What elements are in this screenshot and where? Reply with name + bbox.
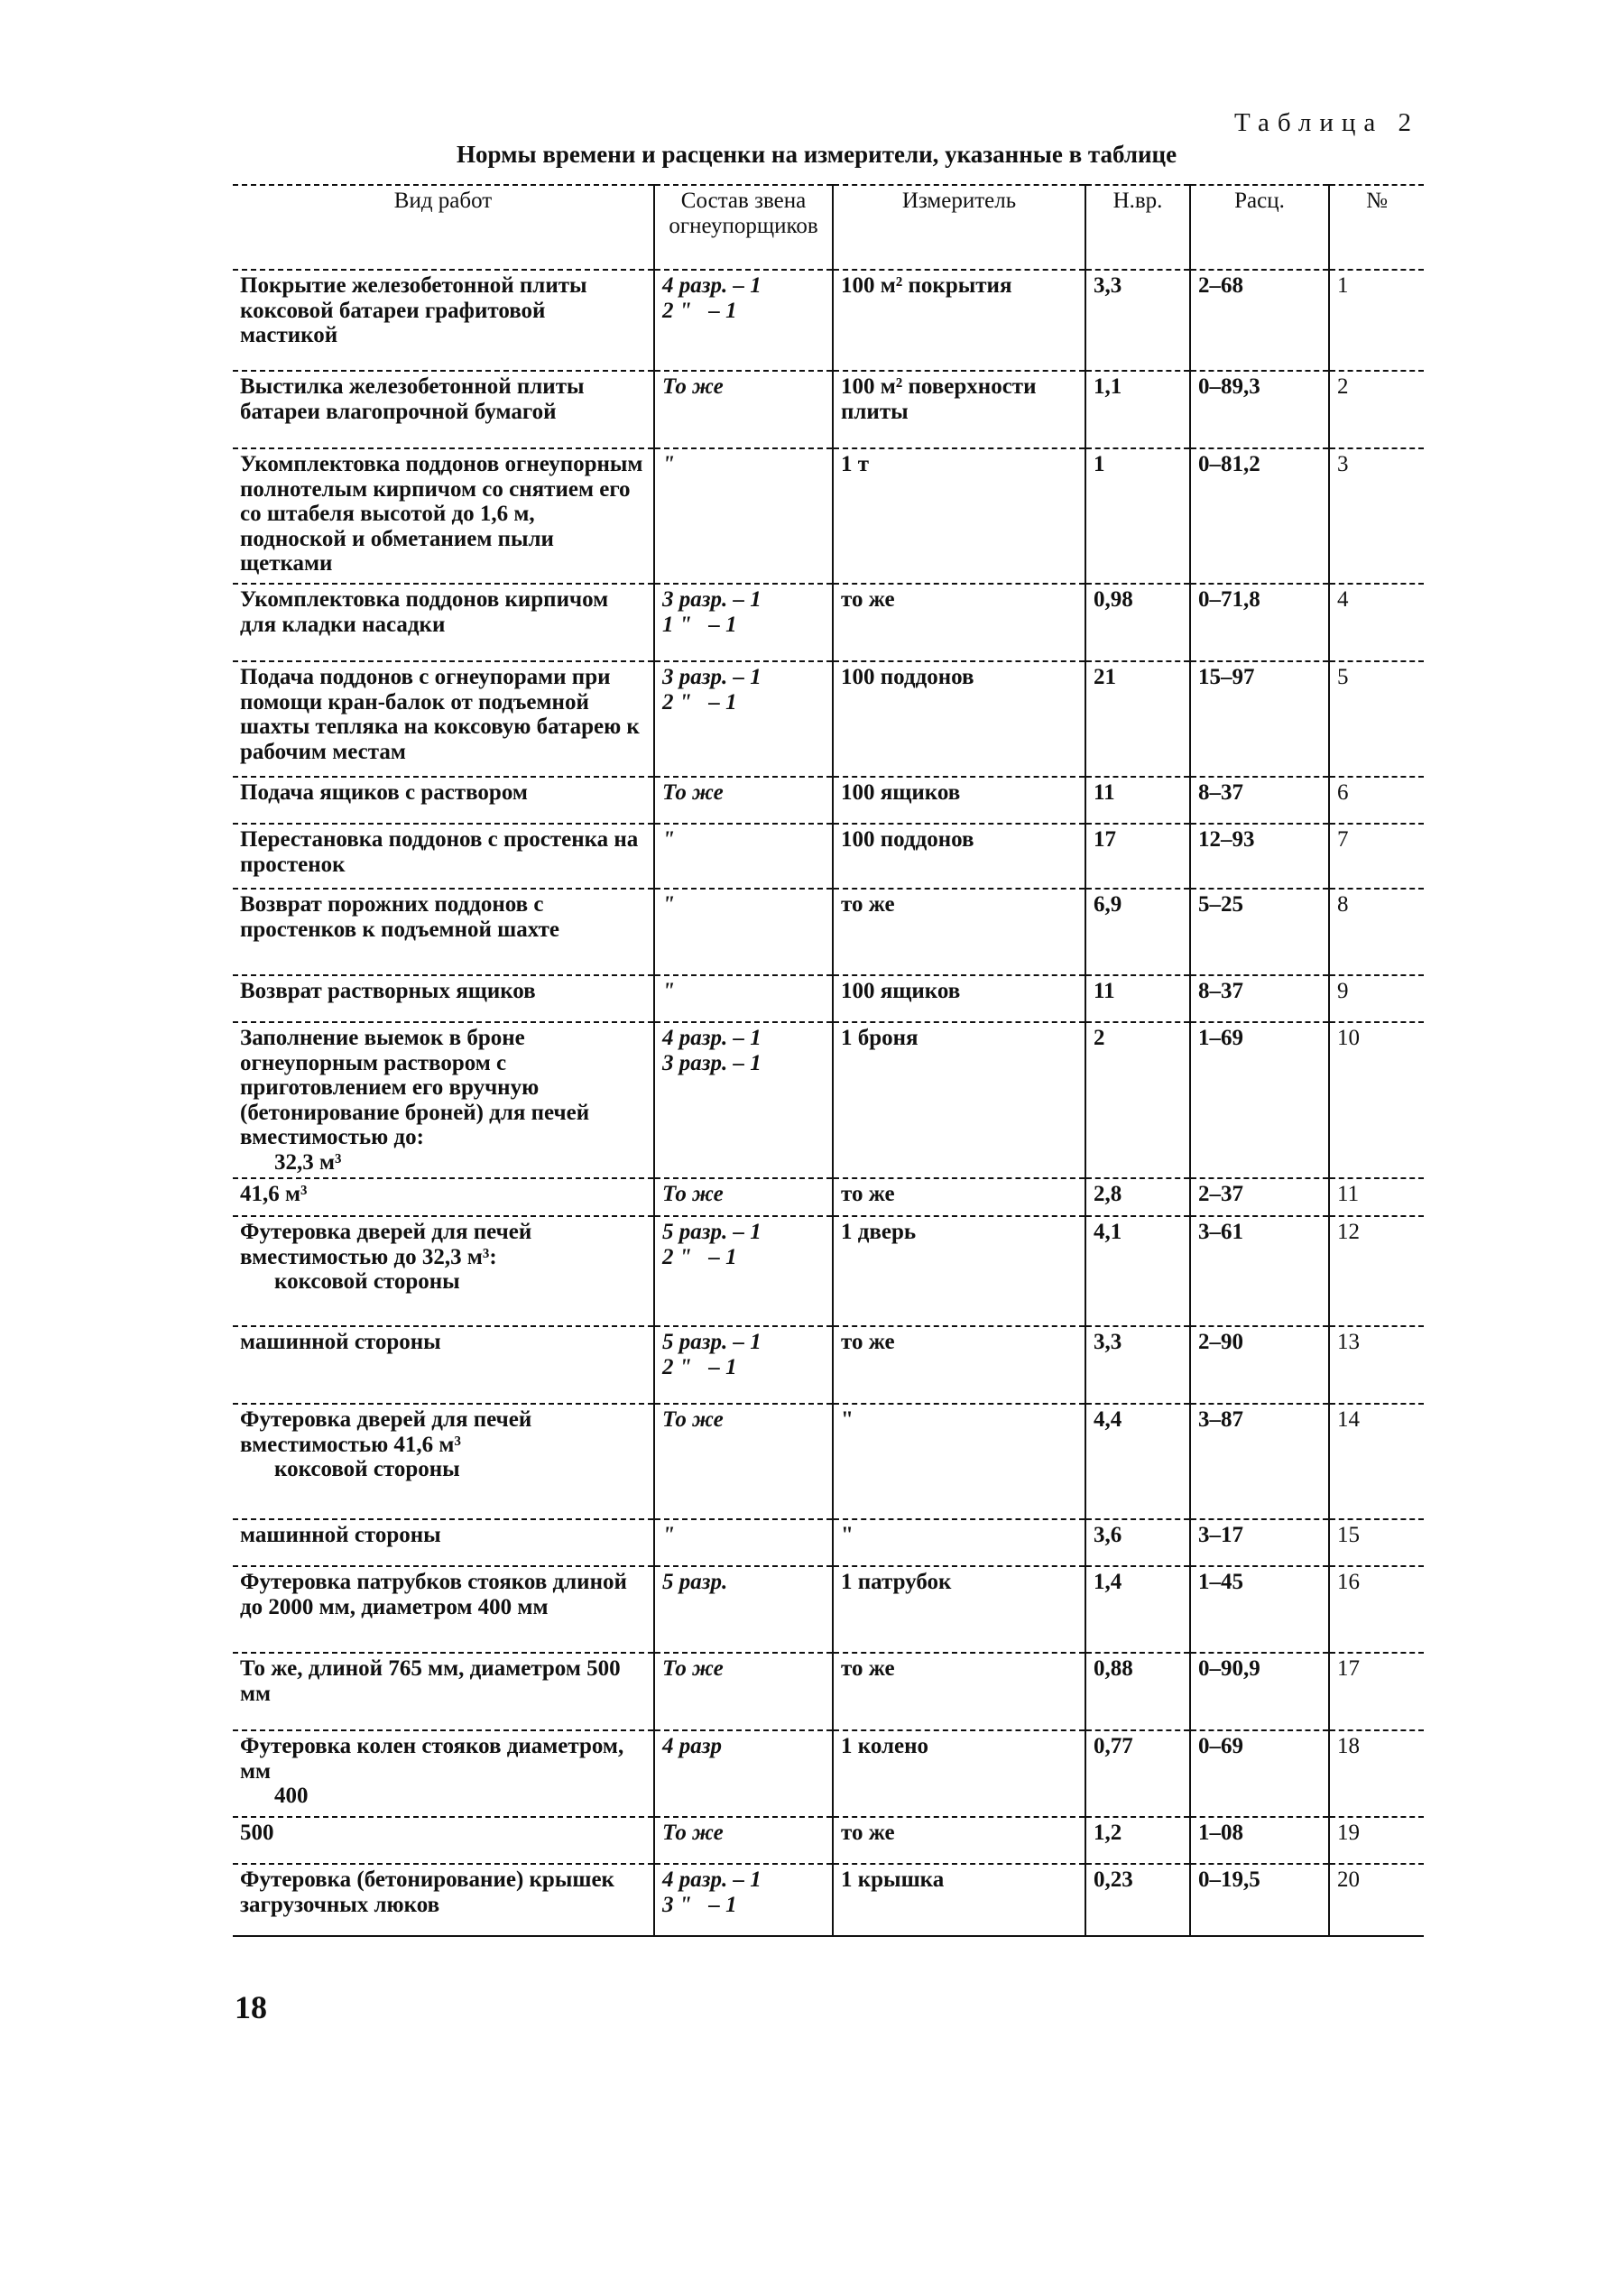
cell-work: Возврат растворных ящиков	[240, 979, 536, 1003]
cell-rate: 1–45	[1190, 1566, 1329, 1653]
cell-num: 14	[1329, 1404, 1424, 1519]
cell-nvr: 1,2	[1085, 1817, 1190, 1864]
cell-nvr: 11	[1085, 975, 1190, 1022]
cell-rate: 2–90	[1190, 1326, 1329, 1404]
cell-rate: 1–69	[1190, 1022, 1329, 1178]
cell-nvr: 1,4	[1085, 1566, 1190, 1653]
cell-measure: 1 броня	[833, 1022, 1085, 1178]
table-row	[233, 824, 1424, 889]
cell-measure: то же	[833, 889, 1085, 975]
cell-nvr: 2	[1085, 1022, 1190, 1178]
table-row	[233, 661, 1424, 777]
cell-rate: 0–69	[1190, 1730, 1329, 1817]
cell-measure: то же	[833, 1326, 1085, 1404]
cell-crew: 4 разр. – 1 3 " – 1	[654, 1864, 833, 1936]
cell-num: 12	[1329, 1216, 1424, 1326]
cell-rate: 15–97	[1190, 661, 1329, 777]
page-number: 18	[235, 1989, 267, 2025]
cell-work: Укомплектовка поддонов огнеупорным полнотелым кирпичом со снятием его со штабеля высотой до 1,6 м, подноской и обметанием пыли щетками	[240, 452, 643, 576]
cell-rate: 3–61	[1190, 1216, 1329, 1326]
cell-measure: 1 дверь	[833, 1216, 1085, 1326]
cell-rate: 0–89,3	[1190, 371, 1329, 448]
table-row	[233, 1817, 1424, 1864]
cell-nvr: 3,3	[1085, 270, 1190, 371]
cell-nvr: 11	[1085, 777, 1190, 824]
table-row	[233, 1566, 1424, 1653]
column-header-measure: Измеритель	[833, 185, 1085, 270]
cell-work: Возврат порожних поддонов с простенков к подъемной шахте	[240, 892, 559, 942]
cell-crew: То же	[654, 1404, 833, 1519]
cell-work: 41,6 м³	[240, 1182, 308, 1206]
cell-nvr: 2,8	[1085, 1178, 1190, 1216]
cell-num: 4	[1329, 584, 1424, 661]
cell-nvr: 0,77	[1085, 1730, 1190, 1817]
cell-num: 1	[1329, 270, 1424, 371]
cell-measure: то же	[833, 1817, 1085, 1864]
cell-crew: 3 разр. – 1 2 " – 1	[654, 661, 833, 777]
cell-work: машинной стороны	[240, 1330, 441, 1354]
cell-crew: 5 разр. – 1 2 " – 1	[654, 1326, 833, 1404]
table-row	[233, 1178, 1424, 1216]
cell-nvr: 0,88	[1085, 1653, 1190, 1730]
cell-num: 20	[1329, 1864, 1424, 1936]
table-label: Таблица 2	[1234, 108, 1420, 137]
cell-rate: 2–37	[1190, 1178, 1329, 1216]
table-row	[233, 975, 1424, 1022]
table-row	[233, 371, 1424, 448]
cell-measure: 100 м² покрытия	[833, 270, 1085, 371]
cell-nvr: 0,98	[1085, 584, 1190, 661]
column-header-rate: Расц.	[1190, 185, 1329, 270]
cell-num: 13	[1329, 1326, 1424, 1404]
column-header-nvr: Н.вр.	[1085, 185, 1190, 270]
cell-work: Футеровка дверей для печей вместимостью 41,6 м³ коксовой стороны	[240, 1407, 532, 1481]
cell-crew: "	[654, 889, 833, 975]
table-title: Нормы времени и расценки на измерители, указанные в таблице	[457, 141, 1177, 168]
cell-work: Подача ящиков с раствором	[240, 780, 528, 805]
cell-num: 9	[1329, 975, 1424, 1022]
cell-num: 19	[1329, 1817, 1424, 1864]
cell-crew: "	[654, 448, 833, 584]
cell-work: Покрытие железобетонной плиты коксовой батареи графитовой мастикой	[240, 273, 587, 347]
cell-crew: То же	[654, 371, 833, 448]
cell-num: 6	[1329, 777, 1424, 824]
cell-nvr: 0,23	[1085, 1864, 1190, 1936]
cell-crew: "	[654, 1519, 833, 1566]
column-header-num: №	[1329, 185, 1424, 270]
cell-work: Футеровка дверей для печей вместимостью до 32,3 м³: коксовой стороны	[240, 1220, 532, 1294]
cell-crew: 5 разр.	[654, 1566, 833, 1653]
table-row	[233, 584, 1424, 661]
table-row	[233, 1326, 1424, 1404]
cell-num: 2	[1329, 371, 1424, 448]
cell-num: 18	[1329, 1730, 1424, 1817]
cell-crew: То же	[654, 1817, 833, 1864]
cell-rate: 8–37	[1190, 777, 1329, 824]
cell-rate: 0–90,9	[1190, 1653, 1329, 1730]
cell-nvr: 17	[1085, 824, 1190, 889]
cell-work: 500	[240, 1821, 274, 1845]
cell-rate: 8–37	[1190, 975, 1329, 1022]
cell-nvr: 3,3	[1085, 1326, 1190, 1404]
cell-num: 5	[1329, 661, 1424, 777]
cell-num: 15	[1329, 1519, 1424, 1566]
cell-nvr: 1,1	[1085, 371, 1190, 448]
table-row	[233, 270, 1424, 371]
cell-measure: "	[833, 1519, 1085, 1566]
table-row	[233, 1864, 1424, 1936]
cell-work: То же, длиной 765 мм, диаметром 500 мм	[240, 1656, 621, 1706]
cell-work: машинной стороны	[240, 1523, 441, 1547]
cell-work: Укомплектовка поддонов кирпичом для кладки насадки	[240, 587, 609, 637]
cell-crew: 4 разр. – 1 3 разр. – 1	[654, 1022, 833, 1178]
cell-crew: То же	[654, 777, 833, 824]
cell-measure: 1 патрубок	[833, 1566, 1085, 1653]
column-header-work: Вид работ	[393, 189, 493, 213]
cell-num: 17	[1329, 1653, 1424, 1730]
table-row	[233, 1730, 1424, 1817]
cell-crew: То же	[654, 1653, 833, 1730]
cell-rate: 5–25	[1190, 889, 1329, 975]
table-row	[233, 1653, 1424, 1730]
cell-nvr: 4,1	[1085, 1216, 1190, 1326]
cell-rate: 2–68	[1190, 270, 1329, 371]
cell-crew: 4 разр. – 1 2 " – 1	[654, 270, 833, 371]
cell-rate: 3–17	[1190, 1519, 1329, 1566]
cell-measure: "	[833, 1404, 1085, 1519]
table-row	[233, 889, 1424, 975]
cell-rate: 0–19,5	[1190, 1864, 1329, 1936]
table-row	[233, 1519, 1424, 1566]
cell-num: 7	[1329, 824, 1424, 889]
cell-measure: 1 колено	[833, 1730, 1085, 1817]
cell-work: Футеровка (бетонирование) крышек загрузочных люков	[240, 1867, 614, 1917]
cell-measure: то же	[833, 1178, 1085, 1216]
cell-crew: 3 разр. – 1 1 " – 1	[654, 584, 833, 661]
cell-rate: 12–93	[1190, 824, 1329, 889]
table-row	[233, 1216, 1424, 1326]
cell-measure: 100 ящиков	[833, 777, 1085, 824]
cell-crew: 5 разр. – 1 2 " – 1	[654, 1216, 833, 1326]
cell-num: 16	[1329, 1566, 1424, 1653]
table-row	[233, 1404, 1424, 1519]
cell-num: 3	[1329, 448, 1424, 584]
column-header-crew: Состав звена огнеупорщиков	[654, 185, 833, 270]
table-row	[233, 1022, 1424, 1178]
cell-work: Перестановка поддонов с простенка на простенок	[240, 827, 639, 877]
cell-work: Выстилка железобетонной плиты батареи влагопрочной бумагой	[240, 374, 585, 424]
cell-work: Футеровка патрубков стояков длиной до 2000 мм, диаметром 400 мм	[240, 1570, 627, 1619]
cell-nvr: 21	[1085, 661, 1190, 777]
table-row	[233, 777, 1424, 824]
cell-measure: 100 поддонов	[833, 824, 1085, 889]
cell-num: 8	[1329, 889, 1424, 975]
cell-nvr: 4,4	[1085, 1404, 1190, 1519]
cell-work: Футеровка колен стояков диаметром, мм 400	[240, 1734, 624, 1808]
cell-measure: 1 крышка	[833, 1864, 1085, 1936]
cell-crew: "	[654, 975, 833, 1022]
cell-measure: то же	[833, 1653, 1085, 1730]
cell-measure: 100 м² поверхности плиты	[833, 371, 1085, 448]
cell-crew: 4 разр	[654, 1730, 833, 1817]
cell-crew: То же	[654, 1178, 833, 1216]
cell-work: Заполнение выемок в броне огнеупорным раствором с приготовлением его вручную (бетонирование броней) для печей вместимостью до: 32,3 м³	[240, 1026, 590, 1175]
cell-measure: то же	[833, 584, 1085, 661]
cell-crew: "	[654, 824, 833, 889]
cell-measure: 100 ящиков	[833, 975, 1085, 1022]
cell-rate: 0–81,2	[1190, 448, 1329, 584]
norms-table	[233, 184, 1424, 1937]
cell-measure: 1 т	[833, 448, 1085, 584]
cell-num: 11	[1329, 1178, 1424, 1216]
cell-nvr: 3,6	[1085, 1519, 1190, 1566]
cell-rate: 1–08	[1190, 1817, 1329, 1864]
cell-nvr: 1	[1085, 448, 1190, 584]
cell-rate: 3–87	[1190, 1404, 1329, 1519]
cell-rate: 0–71,8	[1190, 584, 1329, 661]
cell-work: Подача поддонов с огнеупорами при помощи кран-балок от подъемной шахты тепляка на коксовую батарею к рабочим местам	[240, 665, 640, 764]
cell-num: 10	[1329, 1022, 1424, 1178]
table-header-row	[233, 185, 1424, 270]
cell-nvr: 6,9	[1085, 889, 1190, 975]
table-row	[233, 448, 1424, 584]
cell-measure: 100 поддонов	[833, 661, 1085, 777]
